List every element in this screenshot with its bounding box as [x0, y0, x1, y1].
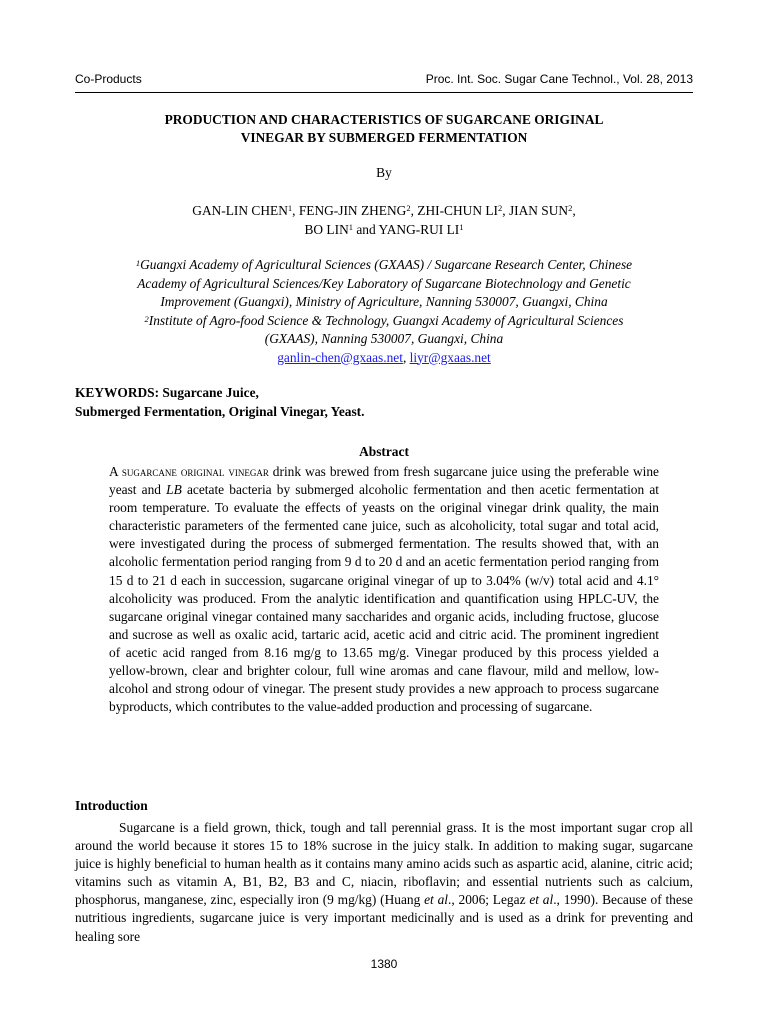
email-link-1[interactable]: ganlin-chen@gxaas.net — [277, 349, 403, 365]
author-name: GAN-LIN CHEN — [192, 203, 288, 218]
email-line: ganlin-chen@gxaas.net, liyr@gxaas.net — [277, 349, 491, 365]
paper-title — [60, 111, 708, 147]
affiliation-1-line-3: Improvement (Guangxi), Ministry of Agriculture, Nanning 530007, Guangxi, China — [160, 294, 608, 309]
author-list — [60, 201, 708, 239]
author-affil-mark: 2 — [406, 203, 411, 213]
authors-line-2: BO LIN$^1$ and YANG-RUI $LI^1$ — [304, 222, 464, 237]
introduction-body — [75, 819, 693, 946]
authors-line-1: GAN-LIN CHEN$^1$, FENG-JIN ZHENG$^2$, ZHI-CHUN $LI^2$, JIAN SUN$^2$, — [192, 203, 576, 218]
header-journal: Proc. Int. Soc. Sugar Cane Technol., Vol. 28, 2013 — [425, 72, 693, 86]
affiliation-2-line-1 — [80, 312, 688, 331]
keywords — [75, 383, 693, 421]
abstract-text: acetate bacteria by submerged alcoholic fermentation and then acetic fermentation at room temperature. To evaluate the effects of yeasts on the original vinegar drink quality, the main characteristic parameters of the fermented cane juice, such as alcoholicity, total sugar and total acid, were investigated during the process of submerged fermentation. The results showed that, with an alcoholic fermentation period ranging from 9 d to 20 d and an acetic fermentation period ranging from 15 d to 21 d each in succession, sugarcane original vinegar of up to 3.04% (w/v) total acid and 4.1° alcoholicity was produced. From the analytic identification and quantification using HPLC-UV, the sugarcane original vinegar contained many saccharides and organic acids, including fructose, glucose and sucrose as well as oxalic acid, tartaric acid, acetic acid and citric acid. The prominent ingredient of acetic acid ranged from 8.16 mg/g to 13.65 mg/g. Vinegar produced by this process yielded a yellow-brown, clear and brighter colour, full wine aromas and cane flavour, mild and mellow, low-alcohol and strong odour of vinegar. The present study provides a new approach to process sugarcane byproducts, which contributes to the value-added production and processing of sugarcane. — [109, 482, 660, 715]
intro-text: ., 1990). Because of these nutritious ingredients, sugarcane juice is very important medicinally and is used as a drink for preventing and healing sore — [75, 892, 693, 944]
author-affil-mark: 2 — [568, 203, 573, 213]
author-affil-mark: 1 — [459, 222, 464, 232]
introduction-heading: Introduction — [75, 798, 148, 813]
abstract-heading: Abstract — [359, 444, 409, 459]
abstract-body — [109, 463, 659, 716]
abstract-smallcaps: sugarcane original vinegar — [121, 464, 269, 479]
by-line: By — [376, 165, 392, 180]
affil-mark: 2 — [144, 313, 149, 324]
abstract-lb-italic: LB — [166, 482, 182, 498]
affil-mark: 1 — [135, 258, 141, 268]
header-rule — [75, 92, 693, 93]
page-number: 1380 — [370, 957, 398, 971]
affiliation-1-line-2: Academy of Agricultural Sciences/Key Laboratory of Sugarcane Biotechnology and Genetic — [137, 275, 631, 291]
title-line-1: PRODUCTION AND CHARACTERISTICS OF SUGARCANE ORIGINAL — [164, 112, 604, 127]
affiliations — [80, 256, 688, 367]
email-link-2[interactable]: liyr@gxaas.net — [409, 349, 491, 365]
intro-etal: et al — [529, 892, 554, 908]
affil-text: Institute of Agro-food Science & Technology, Guangxi Academy of Agricultural Sciences — [148, 312, 624, 328]
affiliation-1-line-1 — [80, 256, 688, 275]
keywords-line-2: Submerged Fermentation, Original Vinegar, Yeast. — [75, 404, 365, 419]
intro-text: ., 2006; Legaz — [448, 892, 530, 908]
title-line-2: VINEGAR BY SUBMERGED FERMENTATION — [240, 130, 528, 145]
header-section: Co-Products — [75, 72, 142, 86]
author-affil-mark: 2 — [497, 203, 503, 213]
affil-text: Guangxi Academy of Agricultural Sciences (GXAAS) / Sugarcane Research Center, Chinese — [140, 257, 633, 272]
author-name: YANG-RUI LI — [378, 222, 460, 237]
author-name: ZHI-CHUN LI — [417, 203, 498, 218]
author-affil-mark: 1 — [348, 222, 353, 232]
abstract-text: drink was brewed from fresh sugarcane juice using the preferable wine yeast and — [109, 464, 659, 498]
running-header — [75, 68, 693, 86]
abstract-lead: A — [109, 464, 118, 479]
author-affil-mark: 1 — [287, 203, 293, 213]
affiliation-2-line-2: (GXAAS), Nanning 530007, Guangxi, China — [264, 331, 504, 346]
author-name: JIAN SUN — [508, 203, 569, 218]
intro-text: Sugarcane is a field grown, thick, tough and tall perennial grass. It is the most important sugar crop all around the world because it stores 15 to 18% sucrose in the juicy stalk. In addition to making sugar, sugarcane juice is highly beneficial to human health as it contains many amino acids such as aspartic acid, alanine, citric acid; vitamins such as vitamin A, B1, B2, B3 and C, niacin, riboflavin; and essential nutrients such as calcium, phosphorus, manganese, zinc, especially iron (9 mg/kg) (Huang — [75, 820, 693, 908]
author-name: FENG-JIN ZHENG — [298, 203, 407, 218]
intro-etal: et al — [424, 892, 448, 908]
keywords-line-1: KEYWORDS: Sugarcane Juice, — [75, 385, 259, 400]
author-name: BO LIN — [304, 222, 349, 237]
